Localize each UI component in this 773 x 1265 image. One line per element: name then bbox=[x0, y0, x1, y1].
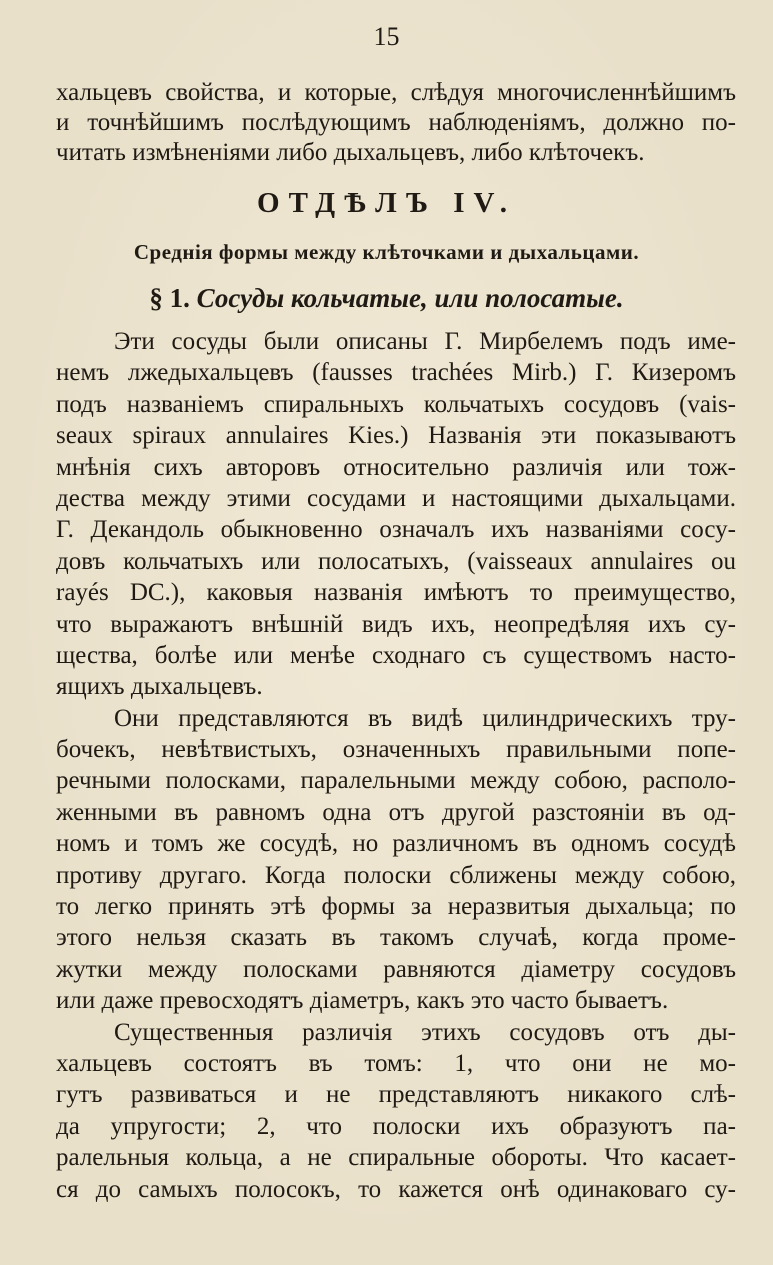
text-line: Существенныя различія этихъ сосудовъ отъ ды- bbox=[114, 1018, 736, 1046]
text-line: этого нельзя сказать въ такомъ случаѣ, когда проме- bbox=[56, 924, 736, 952]
text-line: и точнѣйшимъ послѣдующимъ наблюденіямъ, должно по- bbox=[56, 109, 736, 136]
lead-paragraph bbox=[56, 78, 736, 168]
text-line: то легко принять этѣ формы за неразвитыя дыхальца; по bbox=[56, 893, 736, 921]
text-line: Эти сосуды были описаны Г. Мирбелемъ подъ име- bbox=[114, 328, 736, 355]
body-text bbox=[56, 326, 736, 1205]
section-subtitle: Среднія формы между клѣточками и дыхальцами. bbox=[133, 240, 640, 264]
text-line: ящихъ дыхальцевъ. bbox=[56, 673, 263, 701]
text-line: довъ кольчатыхъ или полосатыхъ, (vaisseaux annulaires ou bbox=[56, 547, 736, 575]
text-line: ралельныя кольца, а не спиральные обороты. Что касает- bbox=[56, 1144, 736, 1172]
text-line: женными въ равномъ одна отъ другой разстояніи въ од- bbox=[56, 798, 736, 826]
text-line: подъ названіемъ спиральныхъ кольчатыхъ сосудовъ (vais- bbox=[56, 390, 736, 418]
text-line: Они представляются въ видѣ цилиндрическихъ тру- bbox=[114, 704, 736, 732]
text-line: гутъ развиваться и не представляютъ никакого слѣ- bbox=[56, 1081, 736, 1109]
text-line: номъ и томъ же сосудѣ, но различномъ въ одномъ сосудѣ bbox=[56, 830, 736, 858]
text-line: что выражаютъ внѣшній видъ ихъ, неопредѣляя ихъ су- bbox=[56, 610, 736, 638]
paragraph-heading bbox=[0, 283, 773, 314]
text-line: щества, болѣе или менѣе сходнаго съ существомъ насто- bbox=[56, 641, 736, 669]
text-line: немъ лжедыхальцевъ (fausses trachées Mirb.) Г. Кизеромъ bbox=[56, 359, 736, 387]
text-line: хальцевъ свойства, и которые, слѣдуя многочисленнѣйшимъ bbox=[56, 79, 736, 106]
text-line: противу другаго. Когда полоски сближены между собою, bbox=[56, 861, 736, 889]
text-line: seaux spiraux annulaires Kies.) Названія эти показываютъ bbox=[56, 422, 736, 450]
text-line: жутки между полосками равняются діаметру сосудовъ bbox=[56, 955, 736, 983]
text-line: мнѣнія сихъ авторовъ относительно различія или тож- bbox=[56, 453, 736, 481]
text-line: бочекъ, невѣтвистыхъ, означенныхъ правильными попе- bbox=[56, 736, 736, 764]
page-number: 15 bbox=[373, 22, 400, 51]
section-title: ОТДѢЛЪ IV. bbox=[257, 187, 516, 219]
text-line: читать измѣненіями либо дыхальцевъ, либо клѣточекъ. bbox=[56, 139, 645, 166]
text-line: речными полосками, паралельными между собою, располо- bbox=[56, 767, 736, 795]
text-line: хальцевъ состоятъ въ томъ: 1, что они не мо- bbox=[56, 1049, 736, 1077]
text-line: дества между этими сосудами и настоящими дыхальцами. bbox=[56, 484, 736, 512]
text-line: rayés DC.), каковыя названія имѣютъ то преимущество, bbox=[56, 579, 736, 607]
text-line: или даже превосходятъ діаметръ, какъ это часто бываетъ. bbox=[56, 987, 669, 1015]
paragraph-number: § 1. bbox=[149, 283, 190, 313]
text-line: да упругости; 2, что полоски ихъ образуютъ па- bbox=[56, 1112, 736, 1140]
text-line: ся до самыхъ полосокъ, то кажется онѣ одинаковаго су- bbox=[56, 1175, 736, 1203]
text-line: Г. Декандоль обыкновенно означалъ ихъ названіями сосу- bbox=[56, 516, 736, 544]
paragraph-title: Сосуды кольчатые, или полосатые. bbox=[196, 283, 624, 313]
